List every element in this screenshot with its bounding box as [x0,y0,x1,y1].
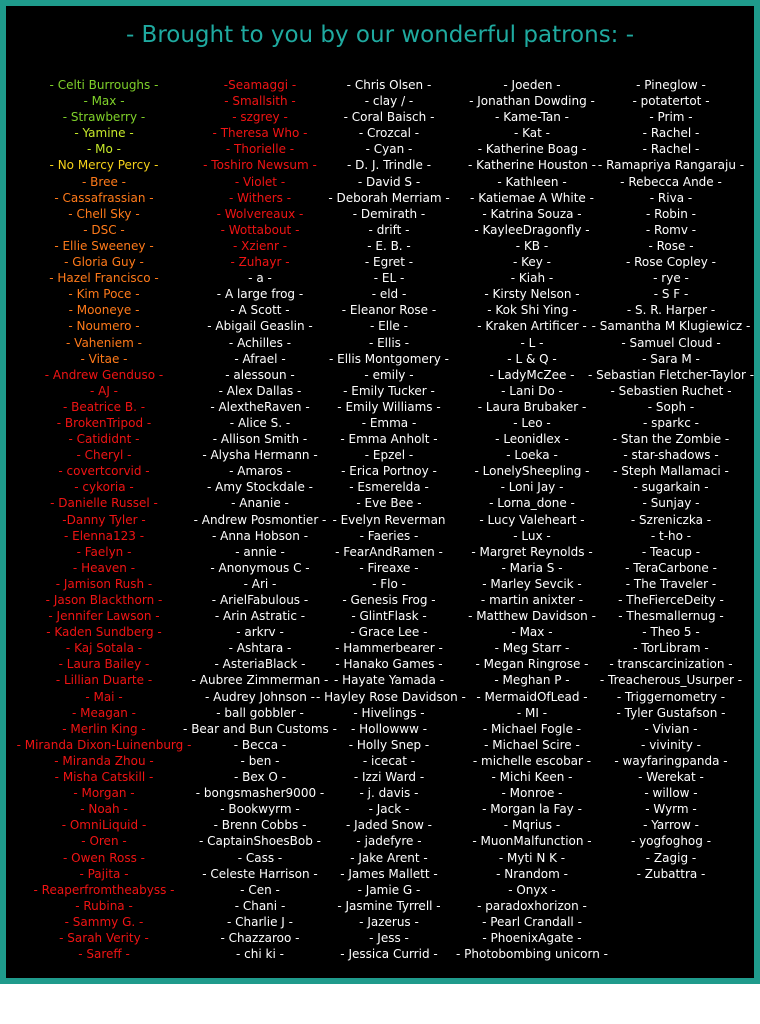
patron-name: - Emily Tucker - [343,383,435,398]
patron-name: - Anonymous C - [210,560,310,575]
patron-name: - KayleeDragonfly - [474,222,590,237]
patron-name: - A Scott - [230,303,290,318]
patron-name: - Samuel Cloud - [621,335,721,350]
patron-name: - ben - [240,753,280,768]
patron-name: - Eleanor Rose - [341,303,437,318]
patron-name: - Leo - [513,415,551,430]
patron-name: - Maria S - [501,560,563,575]
patron-name: - Thesmallernug - [618,609,724,624]
patron-name: - a - [248,271,272,286]
patron-name: - Laura Bailey - [58,657,150,672]
patron-name: - Jessica Currid - [340,947,438,962]
patron-name: - Photobombing unicorn - [456,947,608,962]
patron-name: - Ari - [243,576,277,591]
patron-name: - Sareff - [78,947,130,962]
patron-name: - Eve Bee - [356,496,422,511]
patron-name: - Morgan - [73,786,135,801]
patron-name: - Hanako Games - [335,657,443,672]
patron-name: - Arin Astratic - [214,609,306,624]
patron-name: - Kame-Tan - [495,110,569,125]
patron-name: - Tyler Gustafson - [616,705,726,720]
patron-name: - Hammerbearer - [335,641,443,656]
patron-name: - Andrew Genduso - [44,367,164,382]
patron-name: - LonelySheepling - [474,464,590,479]
patron-name: - Romv - [645,222,697,237]
patron-name: - Hayate Yamada - [333,673,445,688]
patron-name: - Achilles - [228,335,292,350]
patron-name: - Robin - [646,206,696,221]
patron-name: - Mai - [85,689,123,704]
patron-name: - Ellie Sweeney - [54,238,154,253]
patron-name: - DSC - [83,222,125,237]
patron-name: - Merlin King - [62,721,146,736]
patron-name: - Lucy Valeheart - [479,512,585,527]
patron-name: - E. B. - [367,238,411,253]
patron-name: - AJ - [89,383,119,398]
patron-name: - Meghan P - [494,673,570,688]
patron-name: - Faelyn - [76,544,132,559]
patron-name: - Lorna_done - [489,496,575,511]
patron-name: - Meg Starr - [494,641,570,656]
patron-name: - Kat - [513,126,550,141]
patron-name: - Lani Do - [501,383,563,398]
patron-name: - Michael Fogle - [482,721,582,736]
patron-name: - Sunjay - [642,496,700,511]
patron-name: - Ashtara - [228,641,292,656]
patron-name: - Zuhayr - [230,255,290,270]
patron-name: - Katherine Boag - [477,142,587,157]
patron-name: - Kiah - [510,271,554,286]
patron-name: - jadefyre - [356,834,422,849]
patron-name: - Wolvereaux - [216,206,304,221]
patron-name: - AsteriaBlack - [214,657,306,672]
patron-name: - emily - [364,367,414,382]
patron-name: - Jasmine Tyrrell - [337,898,441,913]
patron-name: - Soph - [647,399,695,414]
patron-name: - Beatrice B. - [62,399,146,414]
patron-name: - Lillian Duarte - [55,673,153,688]
patron-name: - Abigail Geaslin - [207,319,313,334]
patron-name: - Holly Snep - [348,737,430,752]
patron-name: - t-ho - [650,528,692,543]
patron-name: - Bear and Bun Customs - [183,721,337,736]
patron-name: - Teacup - [641,544,701,559]
patron-name: - Bookwyrm - [220,802,300,817]
patron-name: - Matthew Davidson - [468,609,596,624]
patron-name: - Emma Anholt - [340,432,438,447]
patron-name: - Rachel - [642,142,700,157]
patron-name: - Genesis Frog - [342,593,436,607]
patron-name: - Sebastian Fletcher-Taylor - [588,367,755,382]
patron-name: - Mooneye - [68,303,140,318]
patron-name: - Faeries - [359,528,419,543]
patron-name: - A large frog - [216,287,304,302]
patron-name: - Kim Poce - [68,287,140,302]
patron-name: - Jack - [368,802,410,817]
patron-name: - Vitae - [80,351,128,366]
patron-name: - No Mercy Percy - [49,158,159,173]
patron-name: - yogfoghog - [630,834,712,849]
patron-name: - Triggernometry - [616,689,726,704]
patron-column-4 [454,77,610,962]
patron-name: - Michael Scire - [484,737,580,752]
patron-name: - rye - [653,271,689,286]
patron-name: - Kok Shi Ying - [487,303,577,318]
patron-name: - Jazerus - [359,914,419,929]
patron-name: - Alysha Hermann - [202,448,318,463]
patron-name: - Flo - [372,576,406,591]
patron-name: - ball gobbler - [216,705,304,720]
patron-name: - Thorielle - [225,142,295,157]
patron-name: - Margret Reynolds - [471,544,593,559]
patron-name: - Andrew Posmontier - [193,512,327,527]
patron-name: - willow - [644,786,698,801]
patron-name: - Owen Ross - [63,850,145,865]
patron-name: - BrokenTripod - [56,415,152,430]
patron-name: - FearAndRamen - [335,544,443,559]
patron-name: - Rebecca Ande - [620,174,722,189]
patron-name: - Monroe - [501,786,563,801]
patron-name: - Steph Mallamaci - [613,464,729,479]
patron-name: - Demirath - [352,206,426,221]
patron-name: - Gloria Guy - [64,255,144,270]
patron-name: - drift - [368,222,410,237]
patron-name: - LadyMcZee - [489,367,575,382]
patron-name: - Withers - [228,190,292,205]
patron-name: - Sammy G. - [64,914,144,929]
patron-name: - OmniLiquid - [61,818,147,833]
patron-name: - chi ki - [236,947,284,962]
patron-column-5 [588,77,754,882]
patron-name: - Loeka - [506,448,558,463]
patron-name: - Hollowww - [350,721,428,736]
patron-name: - martin anixter - [480,593,584,607]
patron-name: - Charlie J - [227,914,293,929]
patron-name: - Jake Arent - [350,850,428,865]
patron-name: - Cassafrassian - [54,190,154,205]
patron-name: - Riva - [649,190,693,205]
patron-name: - S F - [653,287,689,302]
patron-name: - Amaros - [229,464,291,479]
patron-name: - Crozcal - [358,126,420,141]
patron-name: - Oren - [81,834,127,849]
patron-name: - Morgan la Fay - [482,802,582,817]
patron-name: - Emma - [361,415,417,430]
patron-name: - Pearl Crandall - [482,914,582,929]
patron-name: - TeraCarbone - [625,560,717,575]
patron-name: - Lux - [513,528,551,543]
patron-name: - Wyrm - [645,802,697,817]
patron-name: - Kaden Sundberg - [46,625,162,640]
patron-name: - Egret - [364,255,414,270]
patron-name: - Mqrius - [503,818,561,833]
patron-name: - icecat - [362,753,416,768]
patron-name: - Jason Blackthorn - [45,593,163,607]
patron-name: - alessoun - [225,367,295,382]
patron-name: - Alex Dallas - [218,383,302,398]
patron-name: - Ramapriya Rangaraju - [597,158,745,173]
patron-name: - The Traveler - [625,576,717,591]
patron-name: - Violet - [234,174,286,189]
patron-name: - Bree - [82,174,126,189]
patron-name: - Leonidlex - [495,432,569,447]
patron-name: - Grace Lee - [350,625,428,640]
patron-name: - Rachel - [642,126,700,141]
patron-name: - Sebastien Ruchet - [610,383,732,398]
patron-name: - Celeste Harrison - [202,866,318,881]
patron-name: - Loni Jay - [500,480,564,495]
patron-name: - j. davis - [359,786,419,801]
patron-name: - TorLibram - [633,641,709,656]
patron-name: - sparkc - [643,415,699,430]
patron-name: - Amy Stockdale - [206,480,313,495]
patron-name: - L - [520,335,544,350]
patron-name: - Vivian - [644,721,698,736]
patron-name: - Katherine Houston - [468,158,596,173]
patron-name: - star-shadows - [623,448,719,463]
patron-name: - Izzi Ward - [353,770,425,785]
patron-name: - Szreniczka - [630,512,712,527]
patron-name: - Katrina Souza - [482,206,582,221]
patron-column-1 [11,77,197,962]
patron-name: - Audrey Johnson - [205,689,315,704]
patron-name: - Kraken Artificer - [477,319,587,334]
patron-name: - Yamine - [74,126,134,141]
patron-name: - covertcorvid - [58,464,150,479]
page-title: - Brought to you by our wonderful patrons: - [125,22,635,48]
patron-name: - transcarcinization - [609,657,733,672]
patron-name: - annie - [235,544,285,559]
patron-name: -Danny Tyler - [62,512,146,527]
patron-name: - Smallsith - [224,94,296,109]
patron-name: - szgrey - [232,110,288,125]
patron-name: - Ellis Montgomery - [328,351,449,366]
patron-name: - Evelyn Reverman [332,512,446,527]
patron-name: - PhoenixAgate - [482,930,582,945]
patron-name: - Misha Catskill - [54,770,154,785]
patron-name: - Mo - [87,142,121,157]
patron-name: - Xzienr - [232,238,288,253]
patron-name: - David S - [357,174,421,189]
patron-name: - Laura Brubaker - [477,399,587,414]
patron-name: - Marley Sevcik - [482,576,582,591]
patron-name: - Max - [511,625,553,640]
patron-name: - Onyx - [508,882,556,897]
patron-name: - Cyan - [365,142,413,157]
patron-name: - Catididnt - [68,432,140,447]
patron-column-2 [182,77,338,962]
patron-name: - Max - [83,94,125,109]
patron-name: - Brenn Cobbs - [213,818,307,833]
patron-name: - Pineglow - [636,78,706,92]
patron-name: - James Mallett - [340,866,438,881]
patron-name: - Cass - [237,850,283,865]
patron-name: - Megan Ringrose - [475,657,589,672]
patron-name: - Miranda Dixon-Luinenburg - [16,737,192,752]
patron-name: - Yarrow - [643,818,699,833]
patron-name: - Hivelings - [353,705,425,720]
patron-name: - wayfaringpanda - [614,753,728,768]
patron-name: - Esmerelda - [349,480,429,495]
patron-name: - Rubina - [75,898,133,913]
patron-name: - Ellis - [368,335,410,350]
patron-name: - Bex O - [233,770,287,785]
patron-name: - Erica Portnoy - [341,464,437,479]
patron-name: - Chani - [234,898,286,913]
patron-name: - D. J. Trindle - [346,158,432,173]
patron-name: - Myti N K - [498,850,566,865]
patron-name: - Miranda Zhou - [54,753,154,768]
patron-name: - Anna Hobson - [211,528,309,543]
patron-name: - sugarkain - [633,480,709,495]
patron-name: - Vaheniem - [66,335,142,350]
patron-name: - clay / - [364,94,414,109]
patron-name: - Rose - [648,238,694,253]
patron-name: - Elle - [370,319,408,334]
patron-name: - Jennifer Lawson - [48,609,160,624]
patron-name: - Jaded Snow - [346,818,432,833]
patron-name: - vivinity - [641,737,701,752]
patron-name: - Jess - [369,930,409,945]
patron-name: - Joeden - [503,78,561,92]
patron-name: - Elenna123 - [63,528,145,543]
patron-name: - Strawberry - [62,110,146,125]
patron-name: - AlextheRaven - [210,399,310,414]
patron-name: - Chazzaroo - [220,930,300,945]
patron-name: -Seamaggi - [223,78,297,92]
patron-name: - Treacherous_Usurper - [599,673,743,688]
patron-name: - Werekat - [638,770,704,785]
patron-name: - Epzel - [364,448,414,463]
patron-name: - MI - [516,705,548,720]
patron-name: - Jamie G - [357,882,421,897]
patron-name: - Allison Smith - [212,432,308,447]
patron-name: - Prim - [649,110,693,125]
patron-name: - Fireaxe - [359,560,419,575]
patron-name: - L & Q - [507,351,557,366]
patron-name: - Kathleen - [497,174,567,189]
patron-name: - Danielle Russel - [50,496,158,511]
patron-name: - Zagig - [645,850,697,865]
patron-name: - TheFierceDeity - [618,593,724,607]
patron-name: - paradoxhorizon - [477,898,587,913]
patron-name: - Nrandom - [496,866,568,881]
patron-name: - michelle escobar - [472,753,592,768]
patron-name: - Wottabout - [220,222,300,237]
patron-name: - Sara M - [642,351,700,366]
patron-name: - MuonMalfunction - [472,834,592,849]
patron-name: - Samantha M Klugiewicz - [591,319,751,334]
patron-name: - Cheryl - [76,448,132,463]
patron-name: - EL - [373,271,405,286]
patron-name: - Sarah Verity - [59,930,149,945]
patron-name: - CaptainShoesBob - [198,834,322,849]
patron-name: - Noah - [80,802,128,817]
patron-column-3 [316,77,466,962]
patron-name: - Cen - [240,882,280,897]
patron-name: - Kirsty Nelson - [484,287,580,302]
patron-name: - bongsmasher9000 - [195,786,325,801]
patron-name: - MermaidOfLead - [476,689,588,704]
patron-name: - Toshiro Newsum - [203,158,317,173]
patron-name: - Heaven - [72,560,136,575]
patron-name: - Celti Burroughs - [49,78,159,92]
patron-name: - GlintFlask - [351,609,427,624]
patron-name: - Stan the Zombie - [612,432,730,447]
patron-name: - Theo 5 - [642,625,700,640]
patron-name: - Michi Keen - [491,770,573,785]
patron-name: - Theresa Who - [212,126,308,141]
patron-name: - Pajita - [79,866,129,881]
patron-name: - Key - [512,255,552,270]
patron-name: - Coral Baisch - [343,110,435,125]
patron-name: - Becca - [233,737,287,752]
patron-name: - Chell Sky - [68,206,140,221]
patron-name: - potatertot - [632,94,710,109]
patron-name: - Kaj Sotala - [65,641,143,656]
patron-name: - Ananie - [231,496,289,511]
patron-name: - Katiemae A White - [470,190,594,205]
patron-name: - Zubattra - [636,866,706,881]
patron-name: - ArielFabulous - [211,593,309,607]
patron-name: - Hayley Rose Davidson - [316,689,466,704]
patron-name: - Hazel Francisco - [49,271,159,286]
patron-name: - Reaperfromtheabyss - [33,882,175,897]
patron-name: - Noumero - [68,319,140,334]
patron-name: - Aubree Zimmerman - [191,673,329,688]
patron-name: - Alice S. - [229,415,291,430]
patron-name: - Afrael - [234,351,286,366]
patron-name: - S. R. Harper - [626,303,716,318]
patron-name: - Emily Williams - [337,399,441,414]
patron-name: - Jonathan Dowding - [469,94,595,109]
patron-name: - Jamison Rush - [55,576,153,591]
patron-name: - Deborah Merriam - [328,190,450,205]
patron-name: - Chris Olsen - [346,78,432,92]
patron-name: - cykoria - [74,480,134,495]
patron-name: - eld - [371,287,407,302]
patron-name: - Meagan - [72,705,136,720]
patron-name: - arkrv - [236,625,284,640]
patron-name: - KB - [515,238,549,253]
patron-name: - Rose Copley - [625,255,717,270]
